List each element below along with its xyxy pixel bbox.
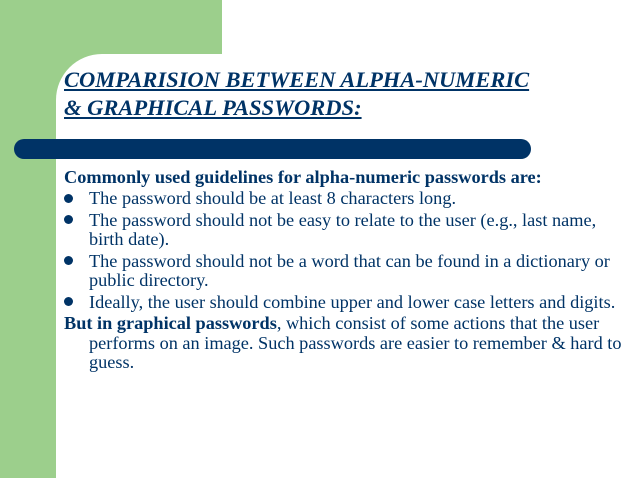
closing-paragraph [64,314,626,372]
bullet-dot-icon [64,215,73,224]
slide-body [64,168,626,374]
bullet-item [64,293,626,312]
closing-bold: But in graphical passwords [64,313,277,334]
bullet-item [64,252,626,290]
title-line-1: COMPARISION BETWEEN ALPHA-NUMERIC [64,67,530,92]
bullet-dot-icon [64,297,73,306]
slide-title [64,66,624,122]
bullet-text: Ideally, the user should combine upper and lower case letters and digits. [89,291,616,312]
bullet-text: The password should be at least 8 characters long. [89,188,457,209]
intro-heading: Commonly used guidelines for alpha-numeric passwords are: [64,167,542,187]
title-line-2: & GRAPHICAL PASSWORDS: [64,95,362,120]
bullet-item [64,211,626,249]
bullet-item [64,189,626,208]
bullet-dot-icon [64,194,73,203]
bullet-text: The password should not be a word that can be found in a dictionary or public directory. [89,250,610,291]
bullet-text: The password should not be easy to relate to the user (e.g., last name, birth date). [89,209,597,250]
bullet-dot-icon [64,256,73,265]
title-divider-bar [14,139,531,159]
closing-text: , which consist of some actions that the user performs on an image. Such passwords are easier to remember & hard to guess. [89,313,622,372]
